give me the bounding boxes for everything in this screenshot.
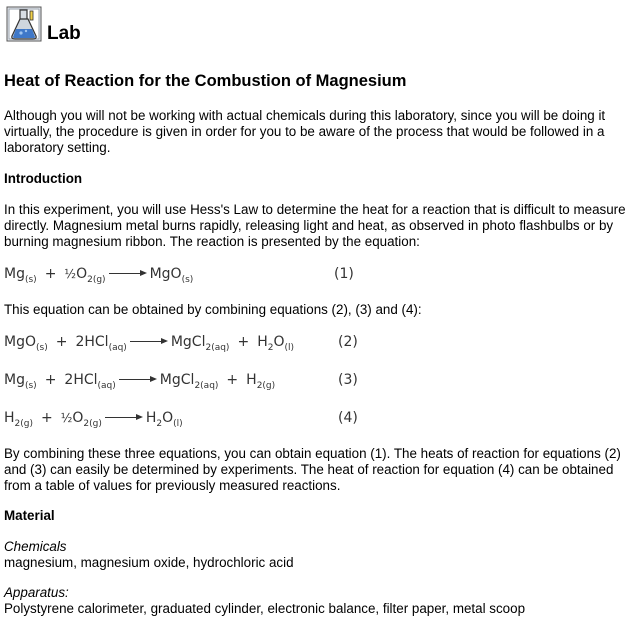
header-title: Lab [47,23,81,44]
page-title: Heat of Reaction for the Combustion of Magnesium [4,72,407,90]
equation-number: (4) [338,410,358,426]
combining-text: By combining these three equations, you can obtain equation (1). The heats of reaction for equations (2) and (3) can easily be determined by experiments. The heat of reaction for equation (4) can be obtained from a table of values for previously measured reactions. [4,446,621,493]
reaction-arrow-icon [109,269,147,279]
intro-note: Although you will not be working with actual chemicals during this laboratory, since you will be doing it virtually, the procedure is given in order for you to be aware of the process that would be followed in a laboratory setting. [4,108,606,155]
apparatus-label: Apparatus: [4,585,69,600]
lab-flask-icon [6,6,42,42]
reaction-arrow-icon [105,413,143,423]
equation-number: (3) [338,372,358,388]
chemicals-label: Chemicals [4,539,67,554]
apparatus-list: Polystyrene calorimeter, graduated cylinder, electronic balance, filter paper, metal scoop [4,601,526,616]
equation-3: $Mg_{(s)} + 2HCl_{(aq)}$ MgCl$_{2(aq)}$ + $H_{2(g)}$ (3) [4,372,358,391]
chemicals-list: magnesium, magnesium oxide, hydrochloric acid [4,555,294,570]
introduction-heading: Introduction [4,171,83,186]
introduction-text: In this experiment, you will use Hess's Law to determine the heat for a reaction that is difficult to measure directly. Magnesium metal burns rapidly, releasing light and heat, as observed in photo flashbulbs or by burning magnesium ribbon. The reaction is presented by the equation: [4,202,626,249]
equation-2: MgO$_{(s)}$ + 2HCl$_{(aq)}$ MgCl$_{2(aq)}$ + $H_2O_{(l)}$ (2) [4,334,358,353]
equation-number: (2) [338,334,358,350]
reaction-arrow-icon [130,337,168,347]
equation-1: $Mg_{(s)}$ + $\frac{1}{2}O_{2(g)}$ MgO$_{(s)}$ (1) [4,266,354,285]
equation-number: (1) [334,266,354,282]
lab-header [4,4,404,44]
equation-4: $H_{2(g)}$ + $\frac{1}{2}O_{2(g)}$ $H_2O_{(l)}$ (4) [4,410,358,429]
reaction-arrow-icon [119,375,157,385]
material-heading: Material [4,508,55,523]
combine-text: This equation can be obtained by combining equations (2), (3) and (4): [4,302,422,317]
